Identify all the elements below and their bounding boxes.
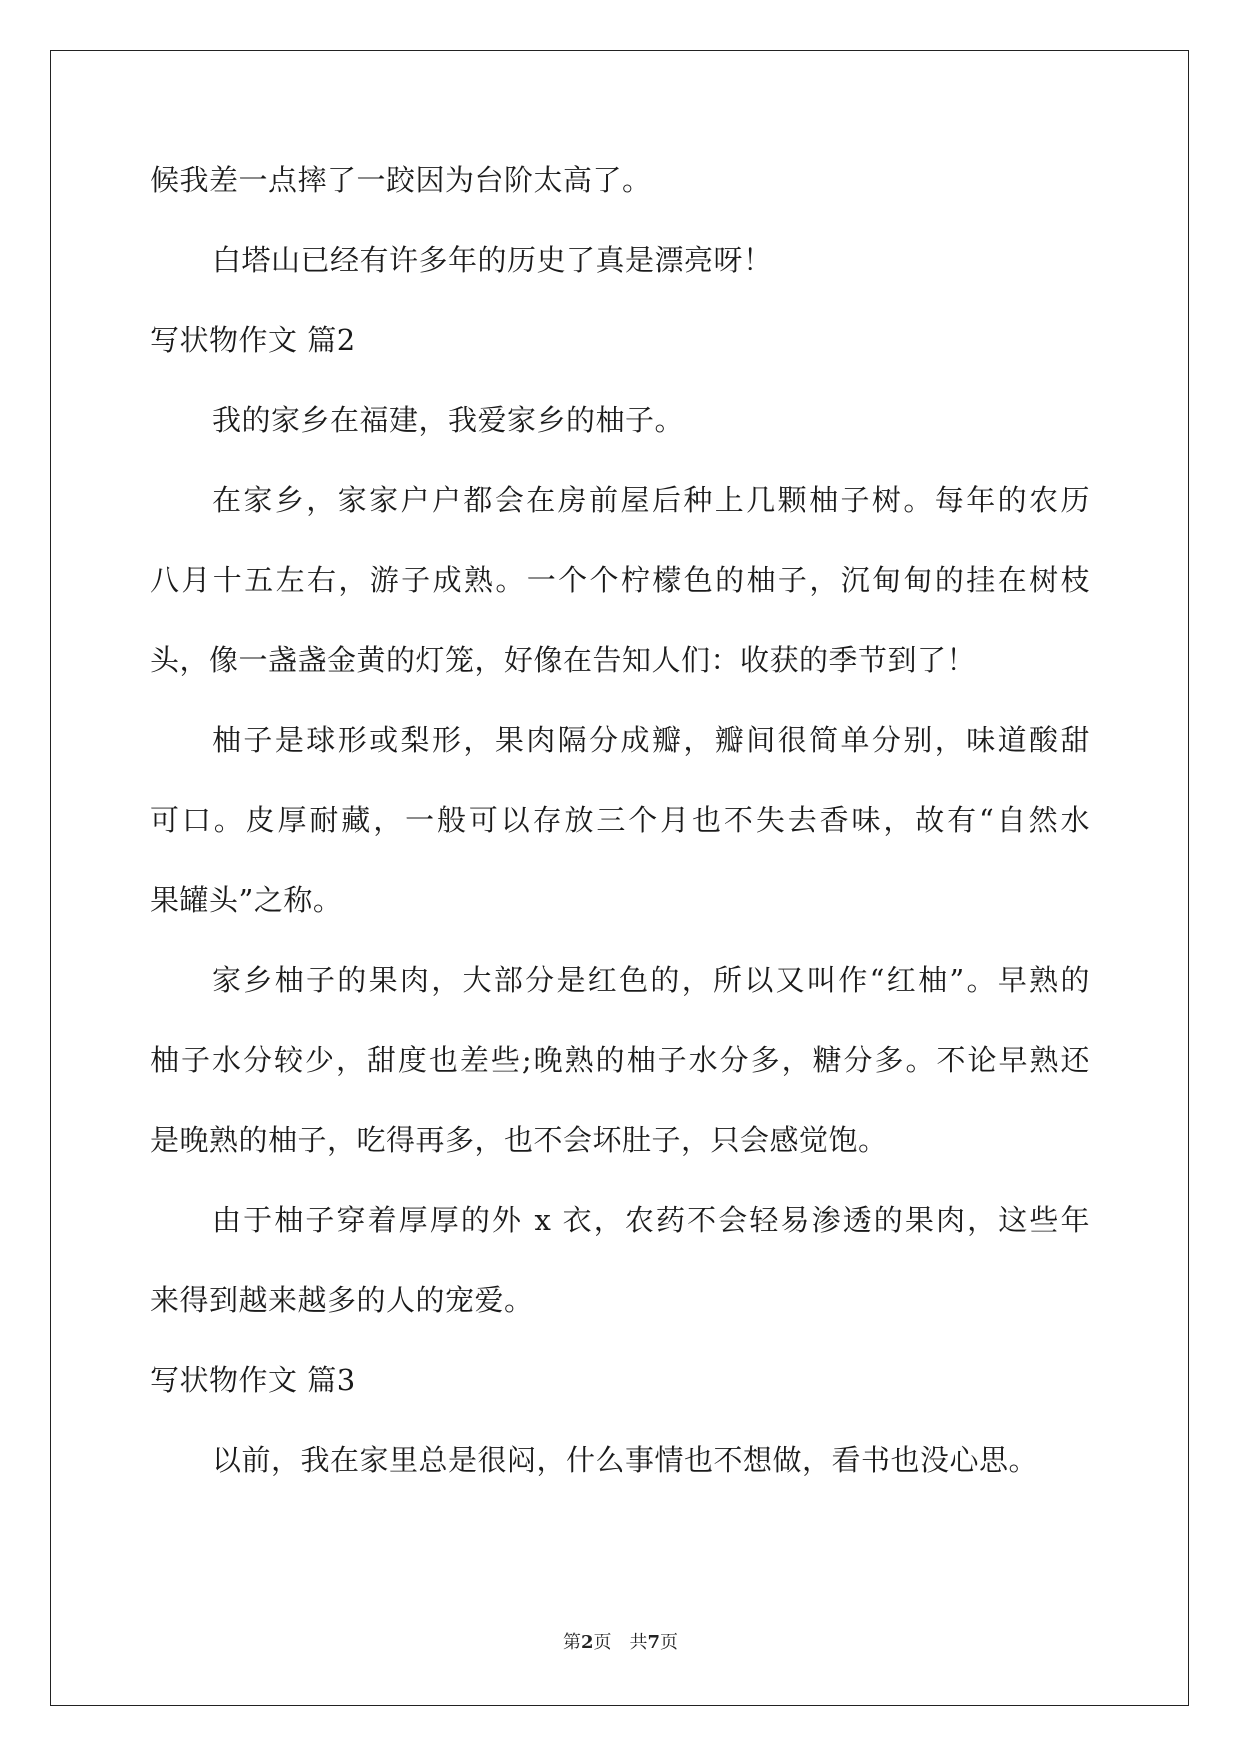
- total-pages-number: 7: [647, 1632, 661, 1653]
- text-line: 可口。皮厚耐藏，一般可以存放三个月也不失去香味，故有“自然水: [150, 803, 1090, 837]
- text-line: 来得到越来越多的人的宠爱。: [150, 1283, 534, 1317]
- footer-prefix: 第: [562, 1632, 581, 1653]
- text-line: 白塔山已经有许多年的历史了真是漂亮呀！: [212, 243, 773, 277]
- footer-suffix: 页: [660, 1632, 679, 1653]
- text-line: 柚子是球形或梨形，果肉隔分成瓣，瓣间很简单分别，味道酸甜: [212, 723, 1090, 757]
- text-line: 在家乡，家家户户都会在房前屋后种上几颗柚子树。每年的农历: [212, 483, 1090, 517]
- text-line: 我的家乡在福建，我爱家乡的柚子。: [212, 403, 685, 437]
- footer-middle: 页 共: [593, 1632, 648, 1653]
- current-page-number: 2: [580, 1632, 594, 1653]
- section-heading: 写状物作文 篇2: [150, 323, 356, 357]
- text-line: 是晚熟的柚子，吃得再多，也不会坏肚子，只会感觉饱。: [150, 1123, 888, 1157]
- page-footer: [0, 1628, 1241, 1654]
- section-heading: 写状物作文 篇3: [150, 1363, 356, 1397]
- text-line: 由于柚子穿着厚厚的外 x 衣，农药不会轻易渗透的果肉，这些年: [212, 1203, 1090, 1237]
- text-line: 以前，我在家里总是很闷，什么事情也不想做，看书也没心思。: [212, 1443, 1039, 1477]
- text-line: 柚子水分较少，甜度也差些;晚熟的柚子水分多，糖分多。不论早熟还: [150, 1043, 1090, 1077]
- text-line: 果罐头”之称。: [150, 883, 343, 917]
- text-line: 头，像一盏盏金黄的灯笼，好像在告知人们：收获的季节到了！: [150, 643, 977, 677]
- text-line: 家乡柚子的果肉，大部分是红色的，所以又叫作“红柚”。早熟的: [212, 963, 1090, 997]
- text-line: 候我差一点摔了一跤因为台阶太高了。: [150, 163, 652, 197]
- text-line: 八月十五左右，游子成熟。一个个柠檬色的柚子，沉甸甸的挂在树枝: [150, 563, 1090, 597]
